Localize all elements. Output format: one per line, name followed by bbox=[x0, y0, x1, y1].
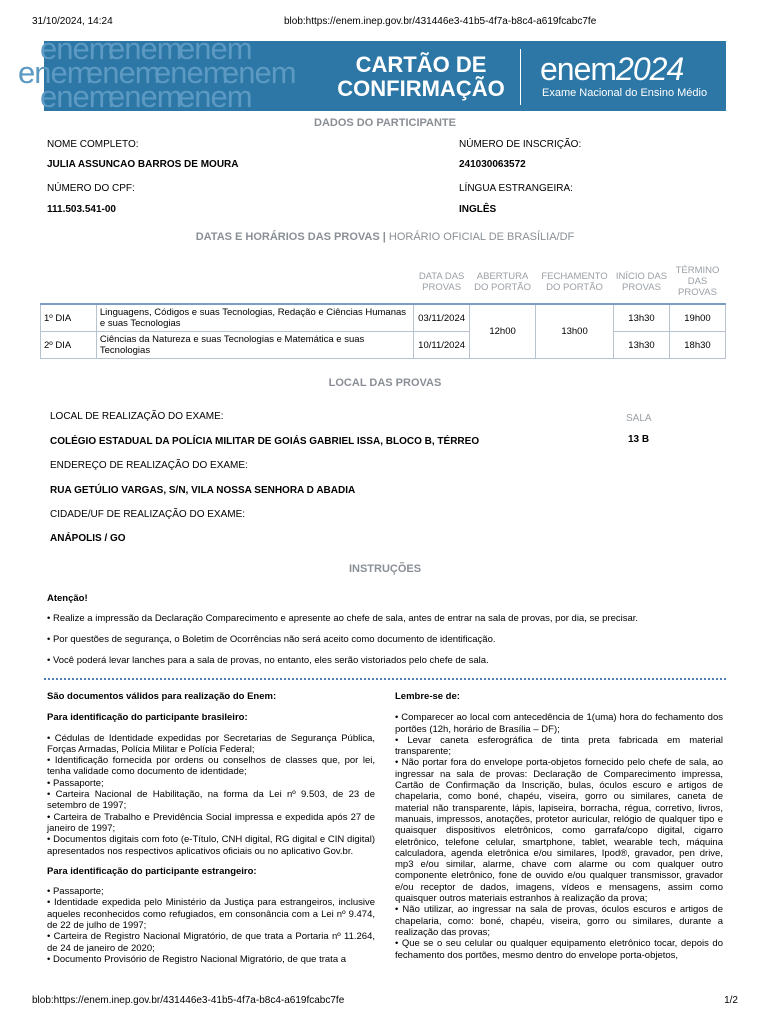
header-abertura: ABERTURA DO PORTÃO bbox=[474, 270, 531, 293]
areas-cell: Ciências da Natureza e suas Tecnologias e Matemática e suas Tecnologias bbox=[96, 332, 413, 359]
schedule-table bbox=[40, 260, 726, 359]
cpf-label: NÚMERO DO CPF: bbox=[47, 183, 135, 194]
dia-cell: 2º DIA bbox=[41, 332, 97, 359]
banner-subtitle: Exame Nacional do Ensino Médio bbox=[542, 87, 708, 99]
lembrese-column bbox=[395, 691, 723, 988]
footer-url: blob:https://enem.inep.gov.br/431446e3-41b5-4f7a-b8c4-a619fcabc7fe bbox=[32, 995, 345, 1006]
section-title-datas: DATAS E HORÁRIOS DAS PROVAS | HORÁRIO OFICIAL DE BRASÍLIA/DF bbox=[195, 231, 575, 243]
inicio-cell: 13h30 bbox=[614, 304, 670, 332]
list-item: • Não utilizar, ao ingressar na sala de provas, óculos escuros e artigos de chapelaria, como: boné, chapéu, viseira, gorro ou similares, durante a realização das provas; bbox=[395, 904, 723, 938]
endereco-label: ENDEREÇO DE REALIZAÇÃO DO EXAME: bbox=[50, 460, 248, 471]
instruction-item: • Realize a impressão da Declaração Comparecimento e apresente ao chefe de sala, antes de entrar na sala de provas, por dia, se precisar. bbox=[47, 613, 639, 624]
inscricao-label: NÚMERO DE INSCRIÇÃO: bbox=[459, 139, 582, 150]
list-item: • Carteira de Trabalho e Previdência Social impressa e expedida após 27 de janeiro de 1997; bbox=[47, 811, 375, 834]
data-cell: 10/11/2024 bbox=[414, 332, 470, 359]
atencao-label: Atenção! bbox=[47, 593, 88, 604]
estrangeiro-title: Para identificação do participante estrangeiro: bbox=[47, 865, 257, 877]
list-item: • Que se o seu celular ou qualquer equipamento eletrônico tocar, depois do fechamento dos portões, mesmo dentro do envelope porta-objetos, bbox=[395, 938, 723, 961]
header-termino: TÉRMINO DAS PROVAS bbox=[675, 265, 720, 298]
section-title-instrucoes: INSTRUÇÕES bbox=[348, 563, 422, 575]
enem-logo: enem2024 bbox=[540, 51, 684, 87]
print-header bbox=[0, 16, 768, 30]
inscricao-value: 241030063572 bbox=[459, 159, 526, 170]
termino-cell: 18h30 bbox=[669, 332, 725, 359]
list-item: • Cédulas de Identidade expedidas por Secretarias de Segurança Pública, Forças Armadas, Polícia Militar e Polícia Federal; bbox=[47, 732, 375, 755]
areas-cell: Linguagens, Códigos e suas Tecnologias, Redação e Ciências Humanas e suas Tecnologias bbox=[96, 304, 413, 332]
dotted-divider bbox=[44, 678, 726, 680]
lembrese-title: Lembre-se de: bbox=[395, 691, 460, 702]
header-banner bbox=[18, 31, 726, 114]
list-item: • Identidade expedida pelo Ministério da Justiça para estrangeiros, inclusive aqueles reconhecidos como refugiados, em consonância com a Lei nº 9.474, de 22 de julho de 1997; bbox=[47, 897, 375, 932]
print-footer bbox=[0, 995, 768, 1009]
header-inicio: INÍCIO DAS PROVAS bbox=[615, 270, 668, 293]
header-fechamento: FECHAMENTO DO PORTÃO bbox=[541, 270, 608, 293]
section-title-participante: DADOS DO PARTICIPANTE bbox=[314, 117, 456, 129]
brasileiro-title: Para identificação do participante brasileiro: bbox=[47, 712, 248, 724]
nome-value: JULIA ASSUNCAO BARROS DE MOURA bbox=[47, 159, 239, 170]
lingua-value: INGLÊS bbox=[459, 204, 497, 215]
documentos-title: São documentos válidos para realização do Enem: bbox=[47, 691, 277, 702]
lingua-label: LÍNGUA ESTRANGEIRA: bbox=[459, 183, 573, 194]
data-cell: 03/11/2024 bbox=[414, 304, 470, 332]
list-item: • Não portar fora do envelope porta-objetos fornecido pelo chefe de sala, ao ingressar na sala de provas: Declaração de Comparecimento impressa, Cartão de Confirmação da Inscrição, bulas, óculos escuro e artigos de chapelaria, como boné, chapéu, viseira, gorro ou similares, caneta de material não transparente, lápis, lapiseira, borracha, régua, corretivo, livros, manuais, impressos, anotações, protetor auricular, relógio de qualquer tipo e quaisquer dispositivos eletrônicos, como garrafa/copo digital, cigarro eletrônico, telefone celular, smartphone, tablet, wearable tech, máquina calculadora, agenda eletrônica e/ou similares, Ipod®, gravador, pen drive, mp3 e/ou similar, alarme, chave com alarme ou com qualquer outro componente eletrônico, fone de ouvido e/ou qualquer transmissor, gravador e/ou receptor de dados, imagens, vídeos e mensagens, assim como quaisquer outros materiais estranhos à realização da prova; bbox=[395, 757, 723, 905]
cidade-value: ANÁPOLIS / GO bbox=[50, 533, 126, 544]
list-item: • Comparecer ao local com antecedência de 1(uma) hora do fechamento dos portões (12h, horário de Brasília – DF); bbox=[395, 712, 723, 735]
sala-value: 13 B bbox=[628, 434, 650, 445]
list-item: • Documentos digitais com foto (e-Título, CNH digital, RG digital e CIN digital) apresentados nos respectivos aplicativos oficiais ou no aplicativo Gov.br. bbox=[47, 834, 375, 857]
list-item: • Identificação fornecida por ordens ou conselhos de classes que, por lei, tenha validade como documento de identidade; bbox=[47, 755, 375, 778]
list-item: • Levar caneta esferográfica de tinta preta fabricada em material transparente; bbox=[395, 734, 723, 758]
instruction-item: • Você poderá levar lanches para a sala de provas, no entanto, eles serão vistoriados pelo chefe de sala. bbox=[47, 655, 489, 666]
table-row bbox=[41, 304, 726, 332]
local-label: LOCAL DE REALIZAÇÃO DO EXAME: bbox=[50, 411, 224, 422]
fechamento-cell: 13h00 bbox=[536, 304, 614, 359]
instruction-item: • Por questões de segurança, o Boletim de Ocorrências não será aceito como documento de identificação. bbox=[47, 634, 496, 645]
cpf-value: 111.503.541-00 bbox=[47, 204, 116, 215]
list-item: • Carteira Nacional de Habilitação, na forma da Lei nº 9.503, de 23 de setembro de 1997; bbox=[47, 789, 375, 812]
enem-watermark-logo: enem enem enem enem enem enem enem enem enem enem bbox=[18, 31, 296, 114]
banner-divider bbox=[520, 49, 521, 105]
list-item: • Passaporte; bbox=[47, 886, 104, 898]
banner-title: CARTÃO DE CONFIRMAÇÃO bbox=[337, 52, 505, 101]
header-data: DATA DAS PROVAS bbox=[418, 270, 465, 293]
documentos-column bbox=[47, 691, 375, 988]
cidade-label: CIDADE/UF DE REALIZAÇÃO DO EXAME: bbox=[50, 509, 246, 520]
print-url: blob:https://enem.inep.gov.br/431446e3-41b5-4f7a-b8c4-a619fcabc7fe bbox=[284, 16, 597, 27]
termino-cell: 19h00 bbox=[669, 304, 725, 332]
list-item: • Carteira de Registro Nacional Migratório, de que trata a Portaria nº 11.264, de 24 de janeiro de 2020; bbox=[47, 931, 375, 954]
inicio-cell: 13h30 bbox=[614, 332, 670, 359]
list-item: • Passaporte; bbox=[47, 777, 104, 789]
table-row bbox=[41, 332, 726, 359]
print-datetime: 31/10/2024, 14:24 bbox=[32, 16, 113, 27]
list-item: • Documento Provisório de Registro Nacional Migratório, de que trata a bbox=[47, 953, 347, 965]
nome-label: NOME COMPLETO: bbox=[47, 139, 139, 150]
endereco-value: RUA GETÚLIO VARGAS, S/N, VILA NOSSA SENHORA D ABADIA bbox=[50, 485, 356, 496]
section-title-local: LOCAL DAS PROVAS bbox=[328, 377, 442, 389]
local-value: COLÉGIO ESTADUAL DA POLÍCIA MILITAR DE GOIÁS GABRIEL ISSA, BLOCO B, TÉRREO bbox=[50, 436, 480, 447]
abertura-cell: 12h00 bbox=[470, 304, 536, 359]
sala-label: SALA bbox=[626, 413, 652, 424]
page-number: 1/2 bbox=[724, 995, 738, 1006]
dia-cell: 1º DIA bbox=[41, 304, 97, 332]
